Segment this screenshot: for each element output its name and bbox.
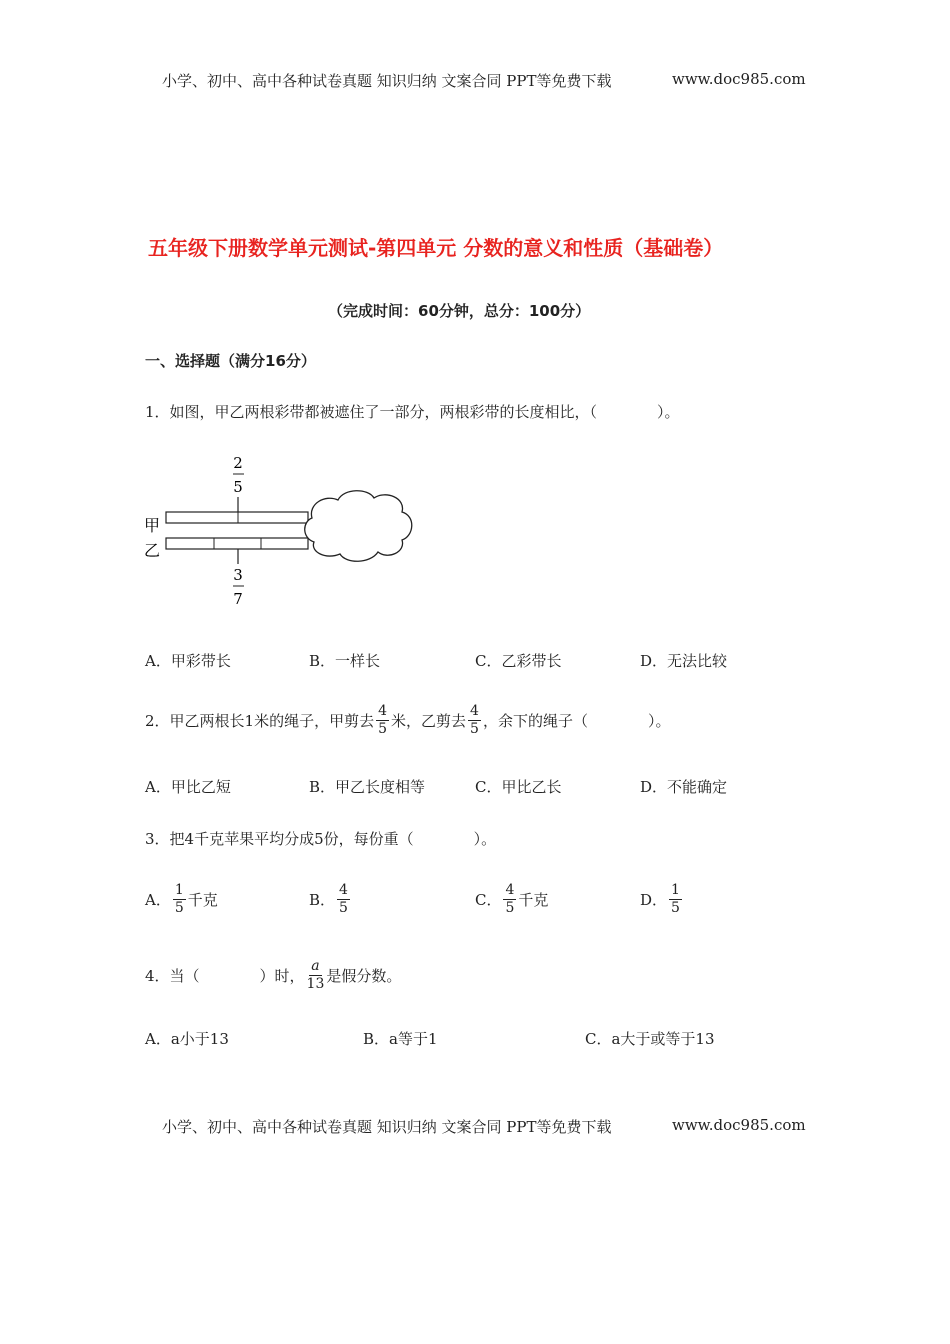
- q4-frac-den: 13: [306, 975, 325, 992]
- q3-option-b-num: 4: [339, 881, 348, 898]
- q1-option-c[interactable]: C．乙彩带长: [475, 652, 562, 670]
- footer-url[interactable]: www.doc985.com: [672, 1116, 806, 1134]
- q3-option-a-fraction: [173, 883, 186, 915]
- fig-label-yi: 乙: [144, 541, 161, 560]
- footer-text: 小学、初中、高中各种试卷真题 知识归纳 文案合同 PPT等免费下载: [162, 1118, 612, 1136]
- fig-bottom-numerator: 3: [233, 566, 243, 584]
- q4-fraction: [307, 959, 325, 991]
- q3-option-b-den: 5: [339, 899, 348, 916]
- page-subtitle: （完成时间：60分钟，总分：100分）: [328, 302, 591, 320]
- header-text: 小学、初中、高中各种试卷真题 知识归纳 文案合同 PPT等免费下载: [162, 72, 612, 90]
- q4-option-a[interactable]: A．a小于13: [145, 1030, 229, 1048]
- q2-frac1-den: 5: [378, 720, 388, 737]
- q3-option-a[interactable]: [145, 876, 218, 922]
- q2-text-part1: 2．甲乙两根长1米的绳子，甲剪去: [145, 711, 375, 730]
- q1-option-b[interactable]: B．一样长: [309, 652, 381, 670]
- q3-option-d[interactable]: [640, 876, 684, 922]
- q2-option-d[interactable]: D．不能确定: [640, 778, 728, 796]
- question-3: 3．把4千克苹果平均分成5份，每份重（ ）。: [145, 830, 497, 848]
- q3-option-a-prefix: A．: [145, 890, 171, 909]
- q3-option-a-den: 5: [174, 899, 184, 916]
- q3-option-d-num: 1: [671, 881, 680, 898]
- q3-option-c-fraction: [503, 883, 516, 915]
- q1-option-d[interactable]: D．无法比较: [640, 652, 728, 670]
- q4-option-c[interactable]: C．a大于或等于13: [585, 1030, 715, 1048]
- q2-option-c[interactable]: C．甲比乙长: [475, 778, 562, 796]
- q4-text-part1: 4．当（ ）时，: [145, 966, 305, 985]
- q2-frac1-num: 4: [378, 702, 388, 719]
- fig-label-jia: 甲: [144, 516, 161, 535]
- q3-option-b[interactable]: [309, 876, 352, 922]
- q1-option-a[interactable]: A．甲彩带长: [145, 652, 231, 670]
- question-1-figure: [140, 452, 420, 617]
- q2-fraction-2: [468, 704, 481, 736]
- q3-option-a-suffix: 千克: [187, 890, 218, 909]
- ribbon-yi: [166, 538, 308, 549]
- q4-frac-num: a: [311, 957, 320, 974]
- q2-fraction-1: [376, 704, 389, 736]
- fig-top-numerator: 2: [233, 454, 243, 472]
- q2-frac2-den: 5: [470, 720, 479, 737]
- q3-option-c-num: 4: [505, 881, 515, 898]
- q3-option-c[interactable]: [475, 876, 548, 922]
- section-heading: 一、选择题（满分16分）: [145, 352, 316, 370]
- q3-option-a-num: 1: [174, 881, 184, 898]
- header-url[interactable]: www.doc985.com: [672, 70, 806, 88]
- question-1: 1．如图，甲乙两根彩带都被遮住了一部分，两根彩带的长度相比，（ ）。: [145, 403, 680, 421]
- question-4: [145, 952, 401, 998]
- q2-text-part2: 米，乙剪去: [391, 711, 467, 730]
- cloud-cover: [305, 491, 412, 562]
- q4-option-b[interactable]: B．a等于1: [363, 1030, 438, 1048]
- q2-text-part3: ，余下的绳子（ ）。: [482, 711, 671, 730]
- q3-option-d-den: 5: [671, 899, 680, 916]
- q3-option-b-fraction: [337, 883, 350, 915]
- ribbon-jia: [166, 512, 308, 523]
- q3-option-b-prefix: B．: [309, 890, 336, 909]
- q2-option-a[interactable]: A．甲比乙短: [145, 778, 231, 796]
- q3-option-d-prefix: D．: [640, 890, 668, 909]
- q3-option-c-den: 5: [505, 899, 515, 916]
- q3-option-c-prefix: C．: [475, 890, 502, 909]
- fig-top-denominator: 5: [233, 478, 243, 496]
- q3-option-d-fraction: [669, 883, 682, 915]
- q4-text-part2: 是假分数。: [326, 966, 402, 985]
- fig-bottom-denominator: 7: [233, 590, 243, 608]
- q3-option-c-suffix: 千克: [518, 890, 549, 909]
- question-2: [145, 696, 670, 744]
- q2-frac2-num: 4: [470, 702, 479, 719]
- page-title: 五年级下册数学单元测试-第四单元 分数的意义和性质（基础卷）: [148, 236, 724, 260]
- q2-option-b[interactable]: B．甲乙长度相等: [309, 778, 426, 796]
